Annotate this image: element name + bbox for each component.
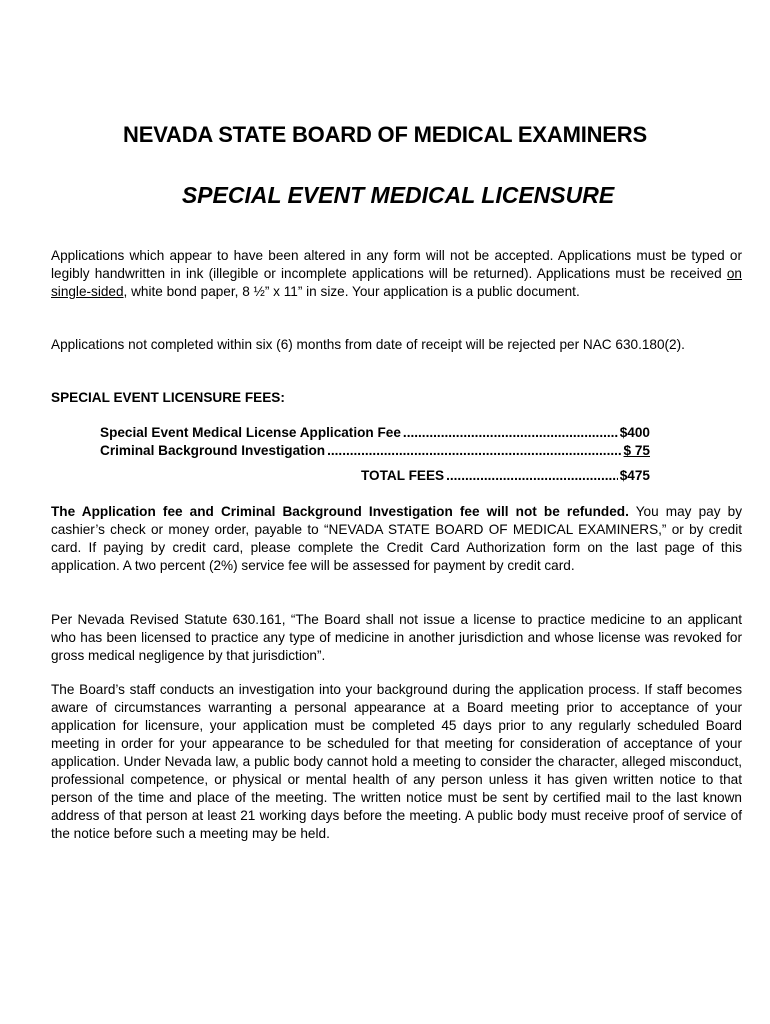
total-label: TOTAL FEES (361, 468, 445, 483)
fee-row-background (100, 443, 650, 458)
leader-dots (446, 468, 618, 483)
investigation-paragraph: The Board’s staff conducts an investigation into your background during the application process. If staff becomes aware of circumstances warranting a personal appearance at a Board meeting prior to acceptance of your application for licensure, your application must be completed 45 days prior to any regularly scheduled Board meeting in order for your appearance to be scheduled for that meeting for consideration of acceptance of your application. Under Nevada law, a public body cannot hold a meeting to consider the character, alleged misconduct, professional competence, or physical or mental health of any person unless it has given written notice to that person of the time and place of the meeting. The written notice must be sent by certified mail to the last known address of that person at least 21 working days before the meeting. A public body must receive proof of service of the notice before such a meeting may be held. (51, 682, 742, 841)
refund-notice: The Application fee and Criminal Background Investigation fee will not be refunded. (51, 504, 629, 519)
submission-text-1: Applications which appear to have been altered in any form will not be accepted. Applications must be typed or legibly handwritten in ink (illegible or incomplete applications will be returned). Applications must be received (51, 248, 742, 281)
refund-payment-paragraph (51, 503, 742, 575)
fee-row-application (100, 425, 650, 440)
underlined-single-sided: on single-sided (51, 266, 742, 299)
fee-amount: $ 75 (623, 443, 650, 458)
document-title: NEVADA STATE BOARD OF MEDICAL EXAMINERS (123, 122, 647, 147)
total-amount: $475 (619, 468, 650, 483)
submission-text-2: , white bond paper, 8 ½” x 11” in size. Your application is a public document. (123, 284, 580, 299)
fee-label: Criminal Background Investigation (100, 443, 326, 458)
statute-paragraph: Per Nevada Revised Statute 630.161, “The Board shall not issue a license to practice medicine to an applicant who has been licensed to practice any type of medicine in another jurisdiction and whose license was revoked for gross medical negligence by that jurisdiction”. (51, 612, 742, 663)
leader-dots (327, 443, 621, 458)
payment-text: You may pay by cashier’s check or money order, payable to “NEVADA STATE BOARD OF MEDICAL EXAMINERS,” or by credit card. If paying by credit card, please complete the Credit Card Authorization form on the last page of this application. A two percent (2%) service fee will be assessed for payment by credit card. (51, 504, 742, 573)
fee-row-total (361, 468, 650, 483)
completion-deadline-paragraph: Applications not completed within six (6) months from date of receipt will be rejected per NAC 630.180(2). (51, 337, 685, 352)
fee-label: Special Event Medical License Application Fee (100, 425, 401, 440)
leader-dots (403, 425, 618, 440)
fee-amount: $400 (619, 425, 650, 440)
document-subtitle: SPECIAL EVENT MEDICAL LICENSURE (181, 182, 615, 208)
submission-requirements-paragraph (51, 247, 742, 301)
fees-heading: SPECIAL EVENT LICENSURE FEES: (51, 390, 285, 405)
